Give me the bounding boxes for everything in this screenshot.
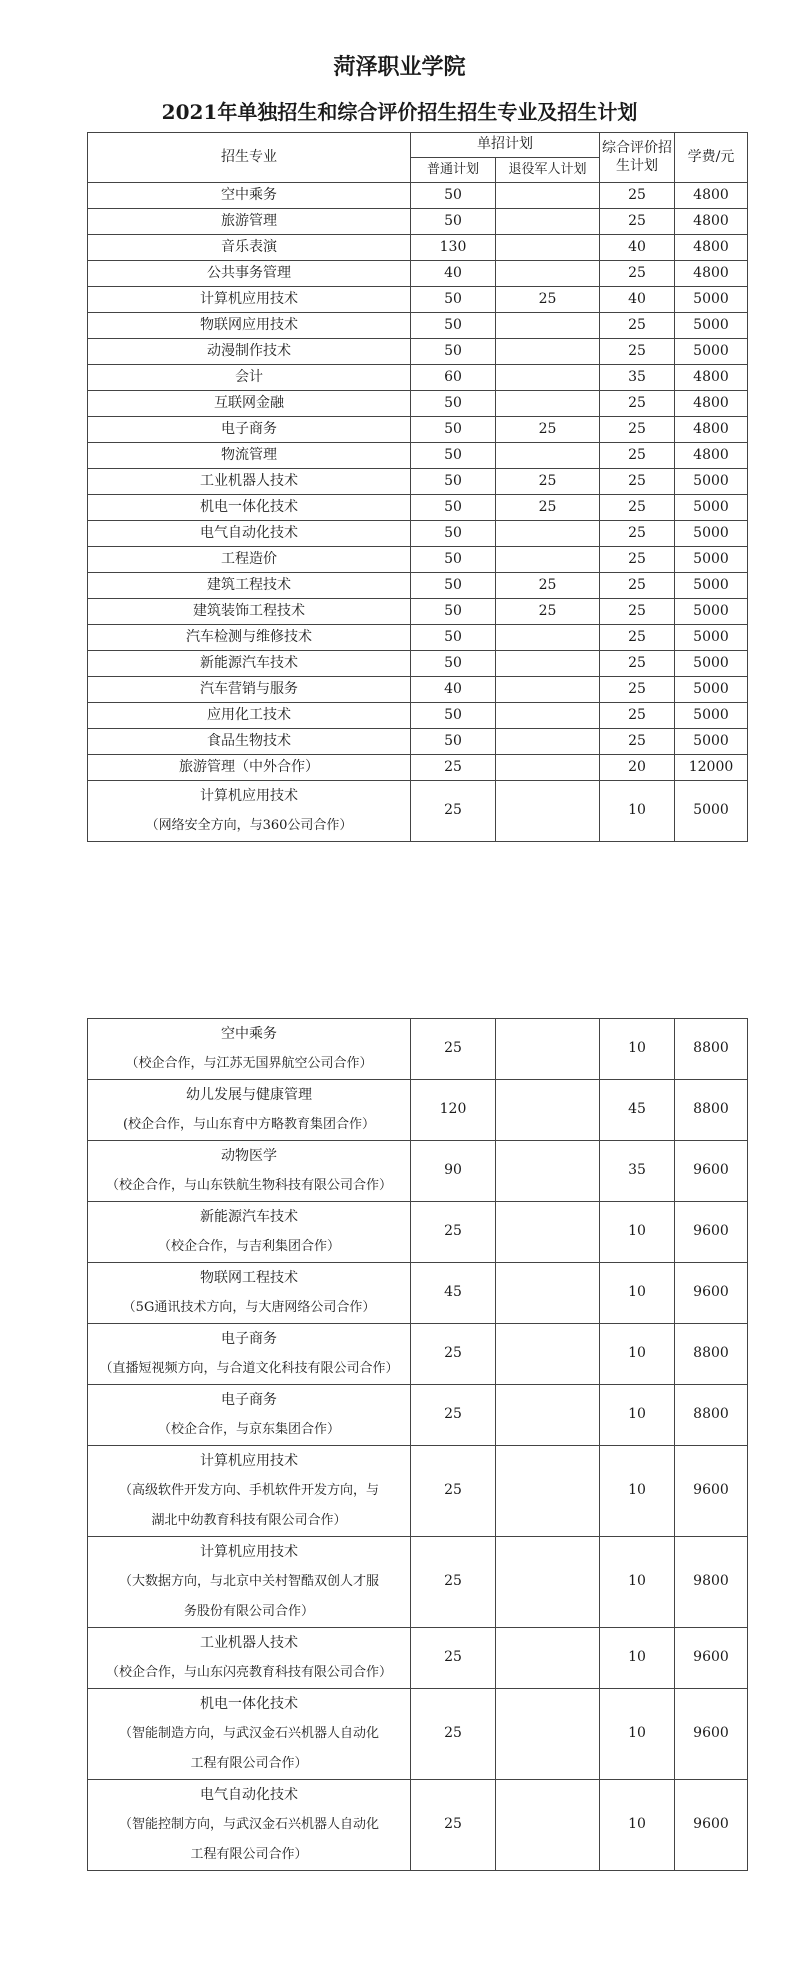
table-row <box>88 1780 748 1871</box>
tuition-fee: 5000 <box>675 703 748 729</box>
tuition-fee: 5000 <box>675 287 748 313</box>
veteran-plan: 25 <box>496 573 600 599</box>
major-note: （智能制造方向，与武汉金石兴机器人自动化 <box>118 1726 379 1741</box>
major-name-line: 电子商务 <box>221 1392 277 1408</box>
table-row <box>88 1324 748 1385</box>
major-name-line: 空中乘务 <box>221 1026 277 1042</box>
tuition-fee: 4800 <box>675 235 748 261</box>
tuition-fee: 4800 <box>675 391 748 417</box>
veteran-plan <box>496 391 600 417</box>
major-note: （校企合作，与山东铁航生物科技有限公司合作） <box>105 1178 392 1193</box>
table-row <box>88 183 748 209</box>
regular-plan: 50 <box>411 209 496 235</box>
comprehensive-plan: 10 <box>600 1019 675 1080</box>
regular-plan: 50 <box>411 287 496 313</box>
major-name <box>88 1019 411 1080</box>
tuition-fee: 5000 <box>675 495 748 521</box>
comprehensive-plan: 20 <box>600 755 675 781</box>
regular-plan: 25 <box>411 1385 496 1446</box>
comprehensive-plan: 35 <box>600 1141 675 1202</box>
tuition-fee: 9600 <box>675 1446 748 1537</box>
major-name: 空中乘务 <box>88 183 411 209</box>
table-row <box>88 1019 748 1080</box>
comprehensive-plan: 25 <box>600 391 675 417</box>
regular-plan: 50 <box>411 651 496 677</box>
regular-plan: 50 <box>411 729 496 755</box>
comprehensive-plan: 10 <box>600 1780 675 1871</box>
comprehensive-plan: 25 <box>600 183 675 209</box>
comprehensive-plan: 35 <box>600 365 675 391</box>
veteran-plan <box>496 703 600 729</box>
regular-plan: 50 <box>411 573 496 599</box>
veteran-plan: 25 <box>496 469 600 495</box>
veteran-plan <box>496 261 600 287</box>
header-regular: 普通计划 <box>411 158 496 183</box>
comprehensive-plan: 10 <box>600 1263 675 1324</box>
tuition-fee: 5000 <box>675 599 748 625</box>
veteran-plan: 25 <box>496 417 600 443</box>
comprehensive-plan: 25 <box>600 729 675 755</box>
tuition-fee: 4800 <box>675 261 748 287</box>
major-note: （智能控制方向，与武汉金石兴机器人自动化 <box>118 1817 379 1832</box>
table-row <box>88 209 748 235</box>
tuition-fee: 5000 <box>675 625 748 651</box>
tuition-fee: 9600 <box>675 1780 748 1871</box>
major-name <box>88 1263 411 1324</box>
tuition-fee: 5000 <box>675 677 748 703</box>
veteran-plan <box>496 625 600 651</box>
table-row <box>88 1141 748 1202</box>
comprehensive-plan: 40 <box>600 287 675 313</box>
regular-plan: 25 <box>411 755 496 781</box>
veteran-plan <box>496 677 600 703</box>
major-name: 电子商务 <box>88 417 411 443</box>
regular-plan: 25 <box>411 1324 496 1385</box>
major-name: 工业机器人技术 <box>88 469 411 495</box>
major-name <box>88 1537 411 1628</box>
table-row <box>88 313 748 339</box>
tuition-fee: 5000 <box>675 573 748 599</box>
regular-plan: 25 <box>411 1780 496 1871</box>
table-row <box>88 391 748 417</box>
tuition-fee: 5000 <box>675 781 748 842</box>
regular-plan: 25 <box>411 1019 496 1080</box>
major-name: 汽车营销与服务 <box>88 677 411 703</box>
veteran-plan <box>496 1019 600 1080</box>
veteran-plan <box>496 1446 600 1537</box>
comprehensive-plan: 25 <box>600 209 675 235</box>
major-name-line: 幼儿发展与健康管理 <box>186 1087 312 1103</box>
major-name <box>88 1202 411 1263</box>
major-name <box>88 1446 411 1537</box>
major-name-line: 动物医学 <box>221 1148 277 1164</box>
veteran-plan <box>496 1141 600 1202</box>
table-row <box>88 547 748 573</box>
major-note: （校企合作，与山东闪亮教育科技有限公司合作） <box>105 1665 392 1680</box>
comprehensive-plan: 10 <box>600 1628 675 1689</box>
comprehensive-plan: 10 <box>600 1689 675 1780</box>
veteran-plan <box>496 755 600 781</box>
major-note: (校企合作，与山东育中方略教育集团合作） <box>122 1117 376 1132</box>
table-row <box>88 651 748 677</box>
major-note: （校企合作，与京东集团合作） <box>157 1422 340 1437</box>
comprehensive-plan: 25 <box>600 677 675 703</box>
major-name-line: 物联网工程技术 <box>200 1270 298 1286</box>
veteran-plan: 25 <box>496 495 600 521</box>
major-name: 动漫制作技术 <box>88 339 411 365</box>
major-name: 新能源汽车技术 <box>88 651 411 677</box>
major-name: 工程造价 <box>88 547 411 573</box>
major-note: （5G通讯技术方向，与大唐网络公司合作） <box>122 1300 376 1315</box>
regular-plan: 50 <box>411 495 496 521</box>
tuition-fee: 4800 <box>675 365 748 391</box>
regular-plan: 50 <box>411 313 496 339</box>
veteran-plan: 25 <box>496 599 600 625</box>
table-row <box>88 729 748 755</box>
comprehensive-plan: 40 <box>600 235 675 261</box>
tuition-fee: 5000 <box>675 521 748 547</box>
tuition-fee: 8800 <box>675 1080 748 1141</box>
comprehensive-plan: 25 <box>600 625 675 651</box>
veteran-plan <box>496 1537 600 1628</box>
tuition-fee: 9600 <box>675 1263 748 1324</box>
regular-plan: 120 <box>411 1080 496 1141</box>
tuition-fee: 4800 <box>675 443 748 469</box>
major-name: 公共事务管理 <box>88 261 411 287</box>
table-row <box>88 1080 748 1141</box>
comprehensive-plan: 25 <box>600 573 675 599</box>
major-name: 音乐表演 <box>88 235 411 261</box>
regular-plan: 90 <box>411 1141 496 1202</box>
comprehensive-plan: 25 <box>600 443 675 469</box>
major-name-line: 机电一体化技术 <box>200 1696 298 1712</box>
comprehensive-plan: 10 <box>600 1385 675 1446</box>
major-name: 会计 <box>88 365 411 391</box>
major-note-cont: 工程有限公司合作） <box>190 1847 308 1862</box>
table-row <box>88 1689 748 1780</box>
header-comprehensive: 综合评价招生计划 <box>600 133 675 183</box>
major-name-line: 计算机应用技术 <box>200 1544 298 1560</box>
veteran-plan <box>496 1689 600 1780</box>
regular-plan: 50 <box>411 183 496 209</box>
major-name-line: 计算机应用技术 <box>200 1453 298 1469</box>
veteran-plan <box>496 365 600 391</box>
major-name: 物联网应用技术 <box>88 313 411 339</box>
comprehensive-plan: 25 <box>600 651 675 677</box>
regular-plan: 50 <box>411 469 496 495</box>
tuition-fee: 5000 <box>675 339 748 365</box>
major-name: 旅游管理 <box>88 209 411 235</box>
regular-plan: 40 <box>411 677 496 703</box>
veteran-plan <box>496 313 600 339</box>
regular-plan: 25 <box>411 1689 496 1780</box>
major-name: 电气自动化技术 <box>88 521 411 547</box>
major-note: （直播短视频方向，与合道文化科技有限公司合作） <box>99 1361 399 1376</box>
table-row <box>88 599 748 625</box>
table-row <box>88 755 748 781</box>
major-name <box>88 1628 411 1689</box>
veteran-plan <box>496 1263 600 1324</box>
tuition-fee: 9600 <box>675 1628 748 1689</box>
tuition-fee: 5000 <box>675 547 748 573</box>
table-row <box>88 573 748 599</box>
major-name <box>88 1780 411 1871</box>
table-row <box>88 235 748 261</box>
table-row <box>88 469 748 495</box>
regular-plan: 45 <box>411 1263 496 1324</box>
regular-plan: 50 <box>411 703 496 729</box>
table-row <box>88 703 748 729</box>
veteran-plan <box>496 1080 600 1141</box>
veteran-plan <box>496 547 600 573</box>
comprehensive-plan: 25 <box>600 495 675 521</box>
comprehensive-plan: 45 <box>600 1080 675 1141</box>
veteran-plan <box>496 651 600 677</box>
major-note: （网络安全方向，与360公司合作） <box>145 818 353 833</box>
major-note: （大数据方向，与北京中关村智酷双创人才服 <box>118 1574 379 1589</box>
regular-plan: 50 <box>411 339 496 365</box>
table-row <box>88 1628 748 1689</box>
regular-plan: 50 <box>411 521 496 547</box>
major-name <box>88 1141 411 1202</box>
regular-plan: 40 <box>411 261 496 287</box>
tuition-fee: 5000 <box>675 469 748 495</box>
comprehensive-plan: 25 <box>600 469 675 495</box>
major-note: （校企合作，与江苏无国界航空公司合作） <box>125 1056 373 1071</box>
table-row <box>88 1385 748 1446</box>
major-note: （校企合作，与吉利集团合作） <box>157 1239 340 1254</box>
major-name: 互联网金融 <box>88 391 411 417</box>
school-title: 菏泽职业学院 <box>333 54 466 80</box>
table-row <box>88 417 748 443</box>
comprehensive-plan: 10 <box>600 1324 675 1385</box>
tuition-fee: 5000 <box>675 651 748 677</box>
veteran-plan <box>496 339 600 365</box>
veteran-plan <box>496 1628 600 1689</box>
veteran-plan <box>496 1780 600 1871</box>
document-subtitle: 2021年单独招生和综合评价招生招生专业及招生计划 <box>161 100 638 124</box>
regular-plan: 50 <box>411 391 496 417</box>
veteran-plan <box>496 1324 600 1385</box>
table-row <box>88 625 748 651</box>
major-name-line: 计算机应用技术 <box>200 788 298 804</box>
major-name-line: 新能源汽车技术 <box>200 1209 298 1225</box>
veteran-plan: 25 <box>496 287 600 313</box>
tuition-fee: 9600 <box>675 1689 748 1780</box>
header-tuition: 学费/元 <box>675 133 748 183</box>
regular-plan: 25 <box>411 1628 496 1689</box>
major-name <box>88 1080 411 1141</box>
comprehensive-plan: 25 <box>600 521 675 547</box>
comprehensive-plan: 25 <box>600 599 675 625</box>
table-row <box>88 521 748 547</box>
regular-plan: 25 <box>411 1202 496 1263</box>
major-name <box>88 781 411 842</box>
tuition-fee: 4800 <box>675 183 748 209</box>
major-note: （高级软件开发方向、手机软件开发方向，与 <box>118 1483 379 1498</box>
veteran-plan <box>496 781 600 842</box>
regular-plan: 25 <box>411 781 496 842</box>
table-row <box>88 1202 748 1263</box>
table-row <box>88 261 748 287</box>
header-single-plan: 单招计划 <box>411 133 600 158</box>
table-row <box>88 1446 748 1537</box>
table-row <box>88 781 748 842</box>
table-row <box>88 495 748 521</box>
veteran-plan <box>496 209 600 235</box>
major-name: 建筑工程技术 <box>88 573 411 599</box>
tuition-fee: 9800 <box>675 1537 748 1628</box>
tuition-fee: 4800 <box>675 417 748 443</box>
major-name-line: 电气自动化技术 <box>200 1787 298 1803</box>
comprehensive-plan: 25 <box>600 261 675 287</box>
veteran-plan <box>496 443 600 469</box>
regular-plan: 50 <box>411 417 496 443</box>
veteran-plan <box>496 1385 600 1446</box>
regular-plan: 25 <box>411 1537 496 1628</box>
regular-plan: 50 <box>411 625 496 651</box>
regular-plan: 50 <box>411 599 496 625</box>
comprehensive-plan: 10 <box>600 1537 675 1628</box>
table-row <box>88 677 748 703</box>
tuition-fee: 12000 <box>675 755 748 781</box>
major-name: 建筑装饰工程技术 <box>88 599 411 625</box>
header-major: 招生专业 <box>88 133 411 183</box>
major-name: 物流管理 <box>88 443 411 469</box>
enrollment-table-cooperative <box>87 1018 748 1871</box>
comprehensive-plan: 25 <box>600 417 675 443</box>
tuition-fee: 4800 <box>675 209 748 235</box>
veteran-plan <box>496 729 600 755</box>
major-name: 应用化工技术 <box>88 703 411 729</box>
table-row <box>88 1537 748 1628</box>
tuition-fee: 9600 <box>675 1202 748 1263</box>
table-row <box>88 1263 748 1324</box>
comprehensive-plan: 10 <box>600 781 675 842</box>
major-name <box>88 1324 411 1385</box>
regular-plan: 60 <box>411 365 496 391</box>
regular-plan: 25 <box>411 1446 496 1537</box>
tuition-fee: 8800 <box>675 1385 748 1446</box>
comprehensive-plan: 25 <box>600 339 675 365</box>
comprehensive-plan: 10 <box>600 1446 675 1537</box>
table-row <box>88 339 748 365</box>
table-row <box>88 287 748 313</box>
tuition-fee: 8800 <box>675 1324 748 1385</box>
comprehensive-plan: 25 <box>600 313 675 339</box>
major-name-line: 工业机器人技术 <box>200 1635 298 1651</box>
major-note-cont: 湖北中幼教育科技有限公司合作） <box>151 1513 347 1528</box>
major-name <box>88 1689 411 1780</box>
comprehensive-plan: 25 <box>600 547 675 573</box>
veteran-plan <box>496 521 600 547</box>
tuition-fee: 8800 <box>675 1019 748 1080</box>
major-name: 机电一体化技术 <box>88 495 411 521</box>
major-note-cont: 工程有限公司合作） <box>190 1756 308 1771</box>
major-name-line: 电子商务 <box>221 1331 277 1347</box>
regular-plan: 130 <box>411 235 496 261</box>
tuition-fee: 9600 <box>675 1141 748 1202</box>
comprehensive-plan: 25 <box>600 703 675 729</box>
major-name: 旅游管理（中外合作） <box>88 755 411 781</box>
tuition-fee: 5000 <box>675 313 748 339</box>
tuition-fee: 5000 <box>675 729 748 755</box>
major-note-cont: 务股份有限公司合作） <box>183 1604 314 1619</box>
table-row <box>88 365 748 391</box>
enrollment-table-standard <box>87 132 748 842</box>
major-name: 计算机应用技术 <box>88 287 411 313</box>
veteran-plan <box>496 1202 600 1263</box>
header-veteran: 退役军人计划 <box>496 158 600 183</box>
veteran-plan <box>496 235 600 261</box>
major-name: 汽车检测与维修技术 <box>88 625 411 651</box>
comprehensive-plan: 10 <box>600 1202 675 1263</box>
regular-plan: 50 <box>411 443 496 469</box>
major-name: 食品生物技术 <box>88 729 411 755</box>
veteran-plan <box>496 183 600 209</box>
regular-plan: 50 <box>411 547 496 573</box>
major-name <box>88 1385 411 1446</box>
table-row <box>88 443 748 469</box>
